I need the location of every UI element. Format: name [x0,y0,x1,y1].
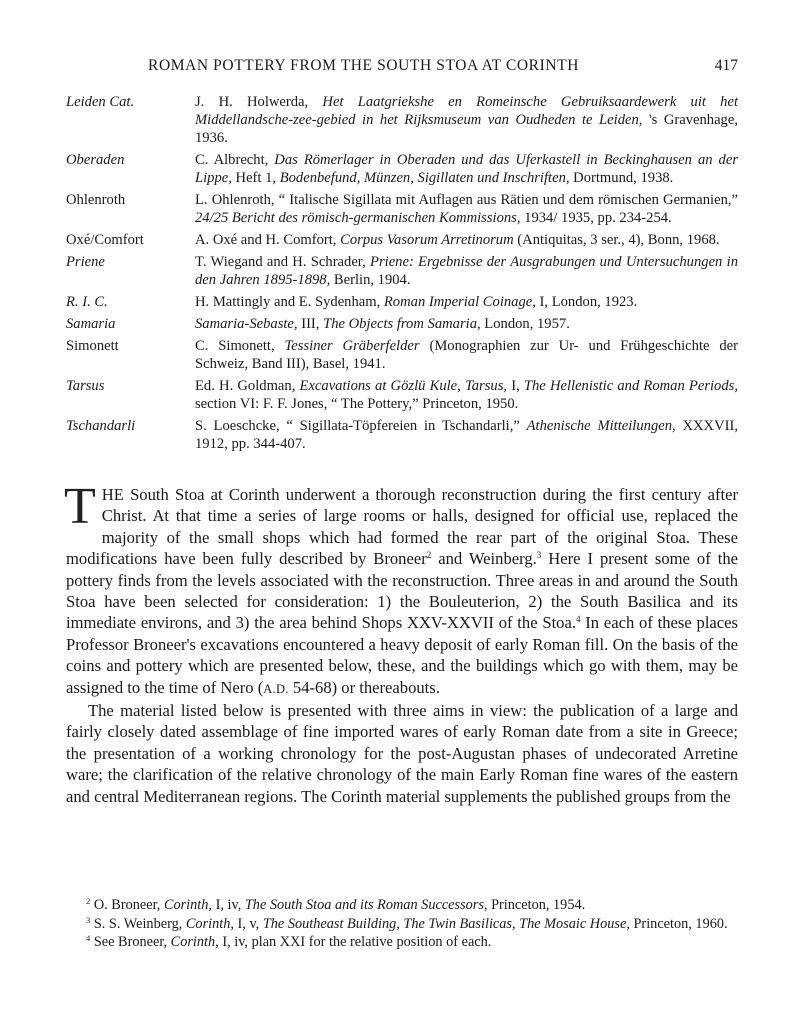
abbreviation-entry [66,191,738,227]
footnote-ref-4[interactable]: 4 [576,614,581,625]
running-head [148,57,738,77]
ref-text-segment: I, [507,378,524,394]
abbreviation-reference [195,93,738,147]
abbreviation-reference [195,253,738,289]
ref-text-segment: (Monographien zur Ur- und Frühgeschichte der Schweiz, Band III), Basel, 1941. [195,338,738,372]
ref-text-segment: Bodenbefund, Münzen, Sigillaten und Inschriften, [279,170,570,186]
abbreviation-key: Samaria [66,316,116,332]
ref-text-segment: S. S. Weinberg, [93,915,186,932]
ref-text-segment: A. Oxé and H. Comfort, [195,232,341,248]
footnotes [66,896,738,952]
footnote [66,915,738,934]
ref-text-segment: London, 1957. [480,316,570,332]
ref-text-segment: Berlin, 1904. [330,272,411,288]
ref-text-segment: Heft 1, [231,170,280,186]
running-title: ROMAN POTTERY FROM THE SOUTH STOA AT CORINTH [148,57,580,74]
abbreviation-key: Tarsus [66,378,105,394]
abbreviation-entry [66,231,738,249]
ref-text-segment: XXXVII, 1912, pp. 344-407. [195,418,738,452]
abbreviation-key: Leiden Cat. [66,94,135,110]
ref-text-segment: C. Simonett, [195,338,285,354]
abbreviation-entry [66,417,738,453]
ref-text-segment: The Southeast Building, The Twin Basilicas, The Mosaic House, [262,915,630,932]
ref-text-segment: Corinth, [185,915,234,932]
ref-text-segment: See Broneer, [93,934,171,951]
abbreviation-list [66,93,738,457]
footnote-ref-3[interactable]: 3 [536,550,542,561]
footnote-number: 4 [86,933,91,944]
era-abbreviation: A.D. [263,681,289,696]
ref-text-segment: J. H. Holwerda, [195,94,323,110]
ref-text-segment: The Objects from Samaria, [323,316,481,332]
ref-text-segment: Roman Imperial Coinage, [383,294,536,310]
footnote-ref-2[interactable]: 2 [426,550,432,561]
ref-text-segment: T. Wiegand and H. Schrader, [195,254,371,270]
ref-text-segment: O. Broneer, [93,897,164,913]
abbreviation-key: Oxé/Comfort [66,232,144,248]
ref-text-segment: L. Ohlenroth, “ Italische Sigillata mit Auflagen aus Rätien und dem römischen Germanien,” [195,192,738,208]
paragraph-2: The material listed below is presented with three aims in view: the publication of a large and fairly closely dated assemblage of fine imported wares of early Roman date from a site in Greece; the presentation of a working chronology for the post-Augustan phases of undecorated Arretine ware; the clarification of the relative chronology of the main Early Roman fine wares of the eastern and central Mediterranean regions. The Corinth material supplements the published groups from the [66,701,738,806]
paragraph-1: THE South Stoa at Corinth underwent a thorough reconstruction during the first century after Christ. At that time a series of large rooms or halls, designed for official use, replaced the majority of the small shops which had formed the rear part of the original Stoa. These modifications have been fully described by Broneer$^2$ and Weinberg.$^3$ Here I present some of the pottery finds from the levels associated with the reconstruction. Three areas in and around the South Stoa have been selected for consideration: 1) the Bouleuterion, 2) the South Basilica and its immediate environs, and 3) the area behind Shops XXV-XXVII of the Stoa.$^4$ In each of these places Professor Broneer's excavations encountered a heavy deposit of early Roman fill. On the basis of the coins and pottery which are presented below, these, and the buildings which go with them, may be assigned to the time of Nero (A.D. 54-68) or thereabouts. [64,478,738,697]
abbreviation-key: Oberaden [66,152,125,168]
abbreviation-entry [66,253,738,289]
ref-text-segment: Princeton, 1960. [629,915,728,932]
ref-text-segment: Corinth, [163,897,213,913]
ref-text-segment: Samaria-Sebaste, [195,316,298,332]
drop-cap: T [64,478,96,535]
ref-text-segment: I, London, 1923. [535,294,638,310]
ref-text-segment: Excavations at Gözlü Kule, Tarsus, [299,378,508,394]
ref-text-segment: Dortmund, 1938. [569,170,674,186]
abbreviation-key: Simonett [66,338,119,354]
footnote [66,896,738,915]
ref-text-segment: III, [297,316,324,332]
footnote [66,933,738,952]
ref-text-segment: The South Stoa and its Roman Successors, [244,897,488,913]
ref-text-segment: Das Römerlager in Oberaden und das Uferkastell in Beckinghausen an der Lippe, [195,152,738,186]
abbreviation-entry [66,293,738,311]
abbreviation-entry [66,151,738,187]
ref-text-segment: Corinth, [170,934,219,951]
abbreviation-reference [195,377,738,413]
abbreviation-reference [195,417,738,453]
ref-text-segment: section VI: F. F. Jones, “ The Pottery,” Princeton, 1950. [195,396,519,412]
ref-text-segment: H. Mattingly and E. Sydenham, [195,294,384,310]
abbreviation-entry [66,315,738,333]
footnote-number: 2 [86,896,91,906]
ref-text-segment: 's Gravenhage, 1936. [195,112,738,146]
ref-text-segment: C. Albrecht, [195,152,275,168]
ref-text-segment: I, iv, [212,897,245,913]
ref-text-segment: 24/25 Bericht des römisch-germanischen Kommissions, [195,210,521,226]
ref-text-segment: (Antiquitas, 3 ser., 4), Bonn, 1968. [513,232,720,248]
ref-text-segment: 1934/ 1935, pp. 234-254. [520,210,672,226]
abbreviation-reference [195,315,738,333]
ref-text-segment: I, iv, plan XXI for the relative position of each. [218,934,492,951]
ref-text-segment: Princeton, 1954. [487,897,586,913]
ref-text-segment: Corpus Vasorum Arretinorum [340,232,514,248]
ref-text-segment: The Hellenistic and Roman Periods, [523,378,738,394]
ref-text-segment: S. Loeschcke, “ Sigillata-Töpfereien in Tschandarli,” [195,418,527,434]
abbreviation-key: Ohlenroth [66,192,126,208]
abbreviation-entry [66,377,738,413]
ref-text-segment: Het Laatgriekshe en Romeinsche Gebruiksaardewerk uit het Middellandsche-zee-gebied in het Rijksmuseum van Oudheden te Leiden, [195,94,739,128]
abbreviation-reference [195,151,738,187]
abbreviation-key: Priene [66,254,105,270]
abbreviation-entry [66,337,738,373]
footnote-number: 3 [86,914,91,925]
ref-text-segment: Athenische Mitteilungen, [526,418,676,434]
abbreviation-reference [195,191,738,227]
ref-text-segment: Ed. H. Goldman, [195,378,300,394]
article-body [64,478,738,807]
abbreviation-key: R. I. C. [66,294,108,310]
abbreviation-reference [195,231,738,249]
ref-text-segment: Priene: Ergebnisse der Ausgrabungen und Untersuchungen in den Jahren 1895-1898, [195,254,738,288]
page-number: 417 [714,57,738,74]
abbreviation-key: Tschandarli [66,418,136,434]
abbreviation-reference [195,337,738,373]
abbreviation-entry [66,93,738,147]
ref-text-segment: Tessiner Gräberfelder [284,338,420,354]
ref-text-segment: I, v, [233,915,263,932]
abbreviation-reference [195,293,738,311]
